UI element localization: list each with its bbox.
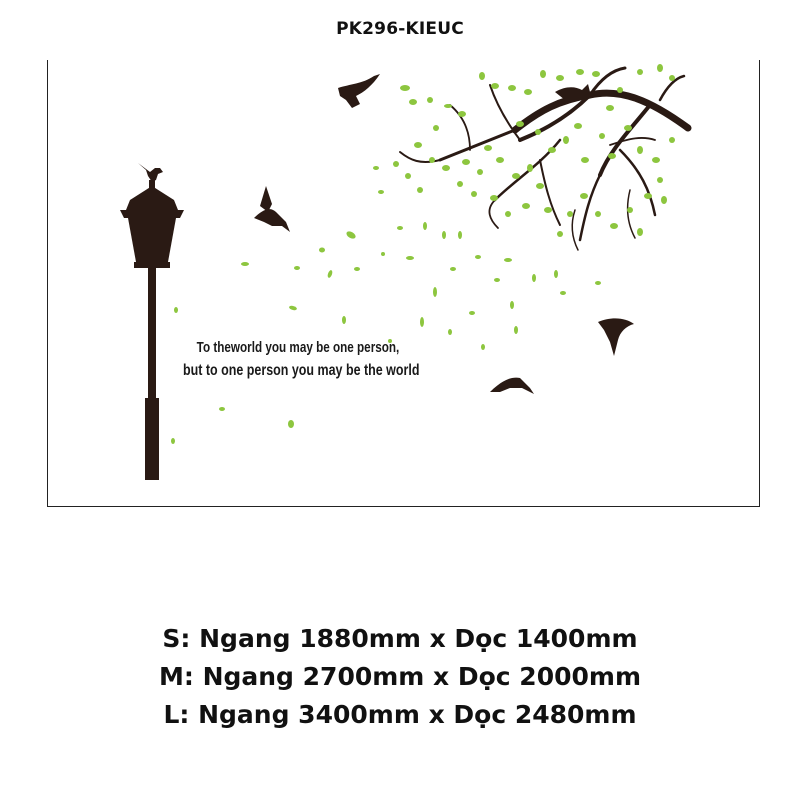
size-option-m: M: Ngang 2700mm x Dọc 2000mm bbox=[158, 662, 641, 691]
quote-line-1: To theworld you may be one person, bbox=[196, 339, 400, 356]
leaf-icon bbox=[171, 64, 675, 444]
street-lamp-icon bbox=[120, 163, 184, 480]
size-list bbox=[0, 620, 800, 734]
size-option-s: S: Ngang 1880mm x Dọc 1400mm bbox=[162, 624, 638, 653]
product-code: PK296-KIEUC bbox=[336, 19, 464, 39]
tree-branch-icon bbox=[400, 68, 688, 250]
quote-line-2: but to one person you may be the world bbox=[183, 362, 420, 379]
size-option-l: L: Ngang 3400mm x Dọc 2480mm bbox=[163, 700, 637, 729]
